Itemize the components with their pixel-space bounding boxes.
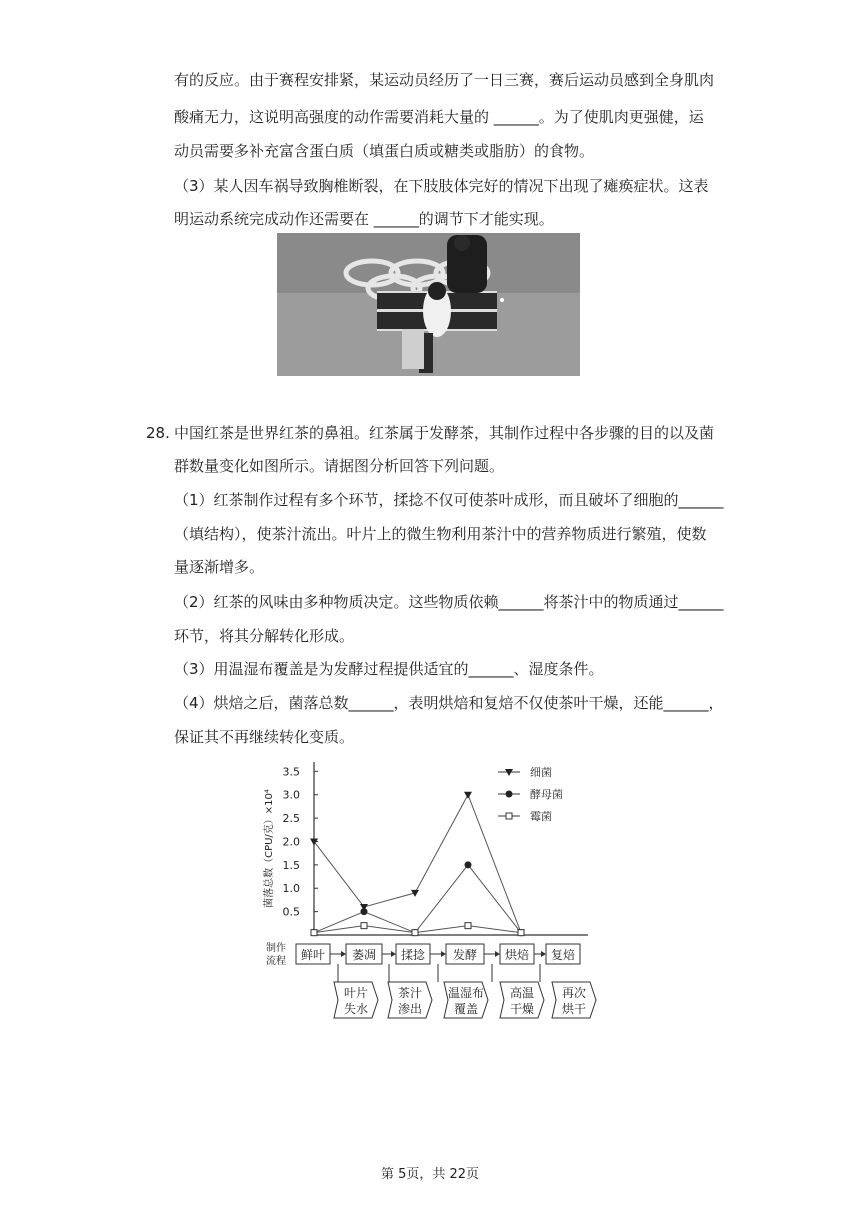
process-step-label: 萎凋 (351, 948, 377, 962)
process-step-label: 鲜叶 (300, 948, 326, 962)
purpose-label: 干燥 (509, 1002, 535, 1016)
legend-label: 细菌 (530, 766, 552, 779)
legend-label: 酵母菌 (530, 788, 563, 801)
purpose-label: 叶片 (343, 986, 369, 1000)
page-footer: 第 5页，共 22页 (380, 1167, 480, 1182)
text-line: 中国红茶是世界红茶的鼻祖。红茶属于发酵茶，其制作过程中各步骤的目的以及菌 (174, 424, 715, 442)
process-row-label: 制作 (266, 943, 286, 954)
purpose-label: 高温 (509, 986, 535, 1000)
legend-label: 霉菌 (530, 810, 552, 823)
purpose-label: 再次 (561, 986, 587, 1000)
y-tick-label: 1.5 (282, 858, 300, 872)
mold-point (361, 923, 367, 929)
text-line: 环节，将其分解转化形成。 (174, 627, 355, 645)
text-line: 动员需要多补充富含蛋白质（填蛋白质或糖类或脂肪）的食物。 (174, 142, 595, 160)
y-tick-label: 0.5 (282, 905, 300, 919)
process-arrowhead (391, 951, 396, 957)
process-row-label: 流程 (266, 956, 286, 967)
text-line: （3）某人因车祸导致胸椎断裂，在下肢肢体完好的情况下出现了瘫痪症状。这表 (174, 177, 709, 195)
text-line: （填结构），使茶汁流出。叶片上的微生物利用茶汁中的营养物质进行繁殖，使数 (174, 525, 707, 543)
mold-point (311, 930, 317, 936)
y-tick-label: 2.5 (282, 812, 300, 826)
purpose-label: 茶汁 (397, 986, 423, 1000)
mold-point (412, 930, 418, 936)
y-tick-label: 1.0 (282, 882, 300, 896)
purpose-label: 渗出 (397, 1002, 423, 1016)
text-line: 有的反应。由于赛程安排紧，某运动员经历了一日三赛，赛后运动员感到全身肌肉 (174, 71, 715, 89)
text-line: （1）红茶制作过程有多个环节，揉捻不仅可使茶叶成形，而且破坏了细胞的______ (174, 491, 724, 509)
process-arrowhead (441, 951, 446, 957)
question-number: 28. (146, 424, 170, 442)
process-arrowhead (341, 951, 346, 957)
process-step-label: 发酵 (452, 948, 478, 962)
process-arrowhead (495, 951, 500, 957)
legend-marker (506, 813, 512, 819)
text-line: 明运动系统完成动作还需要在 ______的调节下才能实现。 (174, 210, 554, 228)
legend-marker (506, 791, 513, 798)
y-tick-label: 3.5 (282, 765, 300, 779)
process-step-label: 揉捻 (400, 948, 426, 962)
purpose-label: 失水 (343, 1002, 369, 1016)
purpose-label: 覆盖 (453, 1002, 479, 1016)
text-line: 群数量变化如图所示。请据图分析回答下列问题。 (174, 457, 505, 475)
bacteria-count-chart (258, 752, 618, 1024)
y-tick-label: 2.0 (282, 835, 300, 849)
series-line-1 (314, 795, 521, 933)
series-line-2 (314, 865, 521, 933)
mold-point (465, 923, 471, 929)
text-line: （4）烘焙之后，菌落总数______，表明烘焙和复焙不仅使茶叶干燥，还能______， (174, 694, 724, 712)
text-line: 量逐渐增多。 (174, 558, 265, 576)
text-line: 酸痛无力，这说明高强度的动作需要消耗大量的 ______。为了使肌肉更强健，运 (174, 108, 704, 126)
mold-point (518, 930, 524, 936)
yeast-point (361, 908, 368, 915)
y-axis-label: 菌落总数（CPU/克）×10⁴ (264, 789, 275, 908)
bacteria-point (464, 792, 472, 799)
process-arrowhead (541, 951, 546, 957)
y-tick-label: 3.0 (282, 788, 300, 802)
process-step-label: 复焙 (550, 948, 576, 962)
process-step-label: 烘焙 (504, 948, 530, 962)
text-line: 保证其不再继续转化变质。 (174, 728, 355, 746)
text-line: （2）红茶的风味由多种物质决定。这些物质依赖______将茶汁中的物质通过______ (174, 593, 724, 611)
purpose-label: 烘干 (561, 1002, 587, 1016)
yeast-point (465, 861, 472, 868)
text-line: （3）用温湿布覆盖是为发酵过程提供适宜的______、湿度条件。 (174, 660, 604, 678)
table-tennis-photo (277, 233, 580, 376)
purpose-label: 温湿布 (447, 986, 485, 1000)
